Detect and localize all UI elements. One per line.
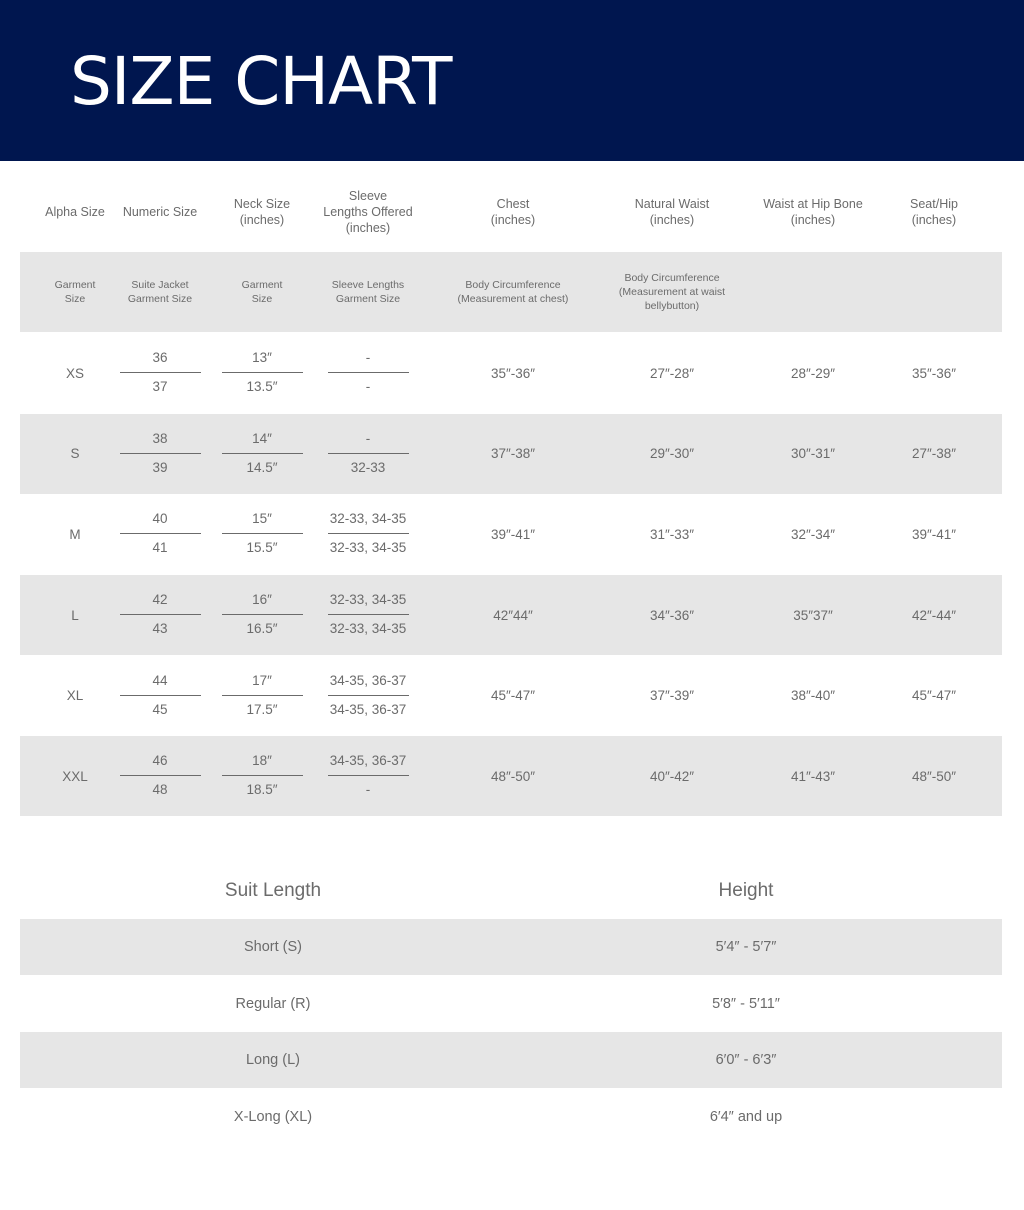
neck-size-value-bottom: 16.5″: [246, 621, 278, 636]
natural-waist-cell: 40″-42″: [649, 768, 695, 784]
chest-cell: 42″44″: [493, 607, 533, 623]
numeric-size-cell: [110, 656, 210, 736]
size-row-s: [20, 414, 1002, 494]
numeric-size-value-bottom: 45: [152, 701, 168, 717]
length-row: [20, 976, 1002, 1032]
suit-length-cell: Short (S): [243, 939, 302, 955]
seat-hip-cell: 45″-47″: [911, 688, 957, 704]
divider-line: [120, 372, 201, 373]
sleeve-length-value-top: -: [365, 350, 371, 365]
subheader-numeric-size: Suite Jacket Garment Size: [127, 279, 193, 305]
size-row-l: [20, 575, 1002, 655]
numeric-size-value-bottom: 43: [152, 621, 168, 636]
length-row: [20, 1089, 1002, 1145]
subheader-hip-bone-waist: [743, 252, 883, 332]
sleeve-length-cell: [313, 494, 423, 574]
neck-size-cell: [212, 414, 312, 494]
chest-cell: 35″-36″: [490, 365, 536, 381]
length-header-row: [20, 863, 1002, 919]
header-hip-bone-waist: Waist at Hip Bone (inches): [763, 197, 863, 227]
numeric-size-value-top: 42: [152, 592, 168, 607]
numeric-size-cell: [110, 575, 210, 655]
natural-waist-cell: 34″-36″: [649, 607, 695, 623]
numeric-size-cell: [110, 736, 210, 816]
neck-size-value-top: 13″: [252, 350, 272, 365]
neck-size-value-bottom: 13.5″: [246, 379, 278, 394]
divider-line: [328, 695, 409, 696]
sleeve-length-value-bottom: 32-33: [350, 459, 386, 475]
alpha-size-cell: XL: [66, 688, 84, 704]
seat-hip-cell: 39″-41″: [911, 526, 957, 542]
size-row-xs: [20, 333, 1002, 413]
divider-line: [120, 775, 201, 776]
seat-hip-cell: 27″-38″: [911, 446, 957, 462]
neck-size-cell: [212, 736, 312, 816]
divider-line: [222, 372, 303, 373]
numeric-size-value-top: 36: [152, 350, 168, 365]
natural-waist-cell: 29″-30″: [649, 446, 695, 462]
header-alpha-size: Alpha Size: [45, 205, 105, 219]
alpha-size-cell: S: [70, 446, 80, 462]
numeric-size-value-top: 40: [152, 511, 168, 527]
subheader-neck-size: Garment Size: [241, 279, 283, 305]
chest-cell: 39″-41″: [490, 526, 536, 542]
neck-size-value-top: 16″: [252, 592, 272, 607]
seat-hip-cell: 35″-36″: [911, 365, 957, 381]
subheader-alpha-size: Garment Size: [54, 279, 96, 305]
neck-size-value-top: 15″: [252, 511, 272, 527]
length-row: [20, 919, 1002, 975]
height-cell: 5′4″ - 5′7″: [715, 939, 777, 955]
subheader-seat-hip: [884, 252, 984, 332]
natural-waist-cell: 37″-39″: [649, 688, 695, 704]
height-cell: 5′8″ - 5′11″: [712, 995, 780, 1012]
suit-length-cell: Regular (R): [235, 995, 311, 1012]
length-row: [20, 1032, 1002, 1088]
divider-line: [120, 695, 201, 696]
neck-size-cell: [212, 494, 312, 574]
hip-bone-waist-cell: 35″37″: [793, 607, 833, 623]
alpha-size-cell: XS: [65, 365, 84, 381]
numeric-size-value-top: 38: [152, 430, 168, 446]
neck-size-value-top: 17″: [252, 672, 272, 688]
chest-cell: 48″-50″: [490, 768, 536, 784]
alpha-size-cell: L: [71, 607, 79, 623]
size-row-xl: [20, 656, 1002, 736]
header-height: Height: [718, 880, 774, 901]
chest-cell: 45″-47″: [490, 688, 536, 704]
sleeve-length-value-top: 34-35, 36-37: [329, 672, 407, 688]
sleeve-length-value-top: 34-35, 36-37: [329, 753, 407, 769]
size-row-xxl: [20, 736, 1002, 816]
subheader-sleeve-length: Sleeve Lengths Garment Size: [331, 279, 405, 305]
header-banner: [0, 0, 1024, 161]
sleeve-length-value-top: 32-33, 34-35: [329, 511, 407, 527]
divider-line: [222, 614, 303, 615]
size-row-m: [20, 494, 1002, 574]
alpha-size-cell: XXL: [62, 768, 88, 784]
sleeve-length-value-bottom: 32-33, 34-35: [329, 621, 407, 636]
hip-bone-waist-cell: 41″-43″: [790, 768, 836, 784]
sleeve-length-cell: [313, 656, 423, 736]
sleeve-length-value-top: -: [365, 430, 371, 446]
sleeve-length-value-bottom: 34-35, 36-37: [329, 701, 407, 717]
numeric-size-cell: [110, 494, 210, 574]
header-neck-size: Neck Size (inches): [233, 197, 291, 227]
divider-line: [222, 695, 303, 696]
height-cell: 6′0″ - 6′3″: [715, 1052, 777, 1068]
neck-size-cell: [212, 575, 312, 655]
subheader-chest: Body Circumference (Measurement at chest): [457, 279, 569, 305]
header-row: [20, 172, 1002, 252]
header-sleeve-length: Sleeve Lengths Offered (inches): [323, 189, 413, 235]
hip-bone-waist-cell: 32″-34″: [790, 526, 836, 542]
sleeve-length-cell: [313, 736, 423, 816]
sleeve-length-value-top: 32-33, 34-35: [329, 592, 407, 607]
height-cell: 6′4″ and up: [709, 1108, 783, 1125]
hip-bone-waist-cell: 28″-29″: [790, 365, 836, 381]
alpha-size-cell: M: [69, 526, 81, 542]
header-seat-hip: Seat/Hip (inches): [910, 197, 958, 227]
suit-length-cell: X-Long (XL): [233, 1108, 313, 1125]
divider-line: [120, 533, 201, 534]
neck-size-value-bottom: 14.5″: [246, 459, 278, 475]
divider-line: [120, 453, 201, 454]
header-numeric-size: Numeric Size: [122, 205, 198, 219]
seat-hip-cell: 48″-50″: [911, 768, 957, 784]
divider-line: [328, 775, 409, 776]
divider-line: [328, 372, 409, 373]
sleeve-length-cell: [313, 414, 423, 494]
numeric-size-value-bottom: 48: [152, 782, 168, 798]
numeric-size-value-bottom: 37: [152, 379, 168, 394]
neck-size-value-top: 14″: [252, 430, 272, 446]
neck-size-value-bottom: 17.5″: [246, 701, 278, 717]
natural-waist-cell: 27″-28″: [649, 365, 695, 381]
divider-line: [328, 614, 409, 615]
neck-size-value-bottom: 15.5″: [246, 540, 278, 556]
divider-line: [328, 453, 409, 454]
numeric-size-value-top: 44: [152, 672, 168, 688]
divider-line: [222, 775, 303, 776]
sleeve-length-value-bottom: 32-33, 34-35: [329, 540, 407, 556]
seat-hip-cell: 42″-44″: [911, 607, 957, 623]
numeric-size-cell: [110, 414, 210, 494]
header-suit-length: Suit Length: [224, 880, 322, 901]
chest-cell: 37″-38″: [490, 446, 536, 462]
sleeve-length-value-bottom: -: [365, 379, 371, 394]
hip-bone-waist-cell: 38″-40″: [790, 688, 836, 704]
header-chest: Chest (inches): [490, 197, 536, 227]
neck-size-cell: [212, 656, 312, 736]
numeric-size-value-top: 46: [152, 753, 168, 769]
numeric-size-value-bottom: 39: [152, 459, 168, 475]
neck-size-cell: [212, 333, 312, 413]
sleeve-length-cell: [313, 575, 423, 655]
subheader-row: [20, 252, 1002, 332]
natural-waist-cell: 31″-33″: [649, 526, 695, 542]
neck-size-value-bottom: 18.5″: [246, 782, 278, 798]
divider-line: [222, 453, 303, 454]
divider-line: [120, 614, 201, 615]
numeric-size-value-bottom: 41: [152, 540, 168, 556]
numeric-size-cell: [110, 333, 210, 413]
sleeve-length-value-bottom: -: [365, 782, 371, 798]
neck-size-value-top: 18″: [252, 753, 272, 769]
suit-length-cell: Long (L): [245, 1052, 300, 1068]
page-title: SIZE CHART: [70, 43, 452, 120]
divider-line: [328, 533, 409, 534]
divider-line: [222, 533, 303, 534]
hip-bone-waist-cell: 30″-31″: [790, 446, 836, 462]
sleeve-length-cell: [313, 333, 423, 413]
subheader-natural-waist: Body Circumference (Measurement at waist bellybutton): [618, 272, 726, 312]
header-natural-waist: Natural Waist (inches): [634, 197, 710, 227]
